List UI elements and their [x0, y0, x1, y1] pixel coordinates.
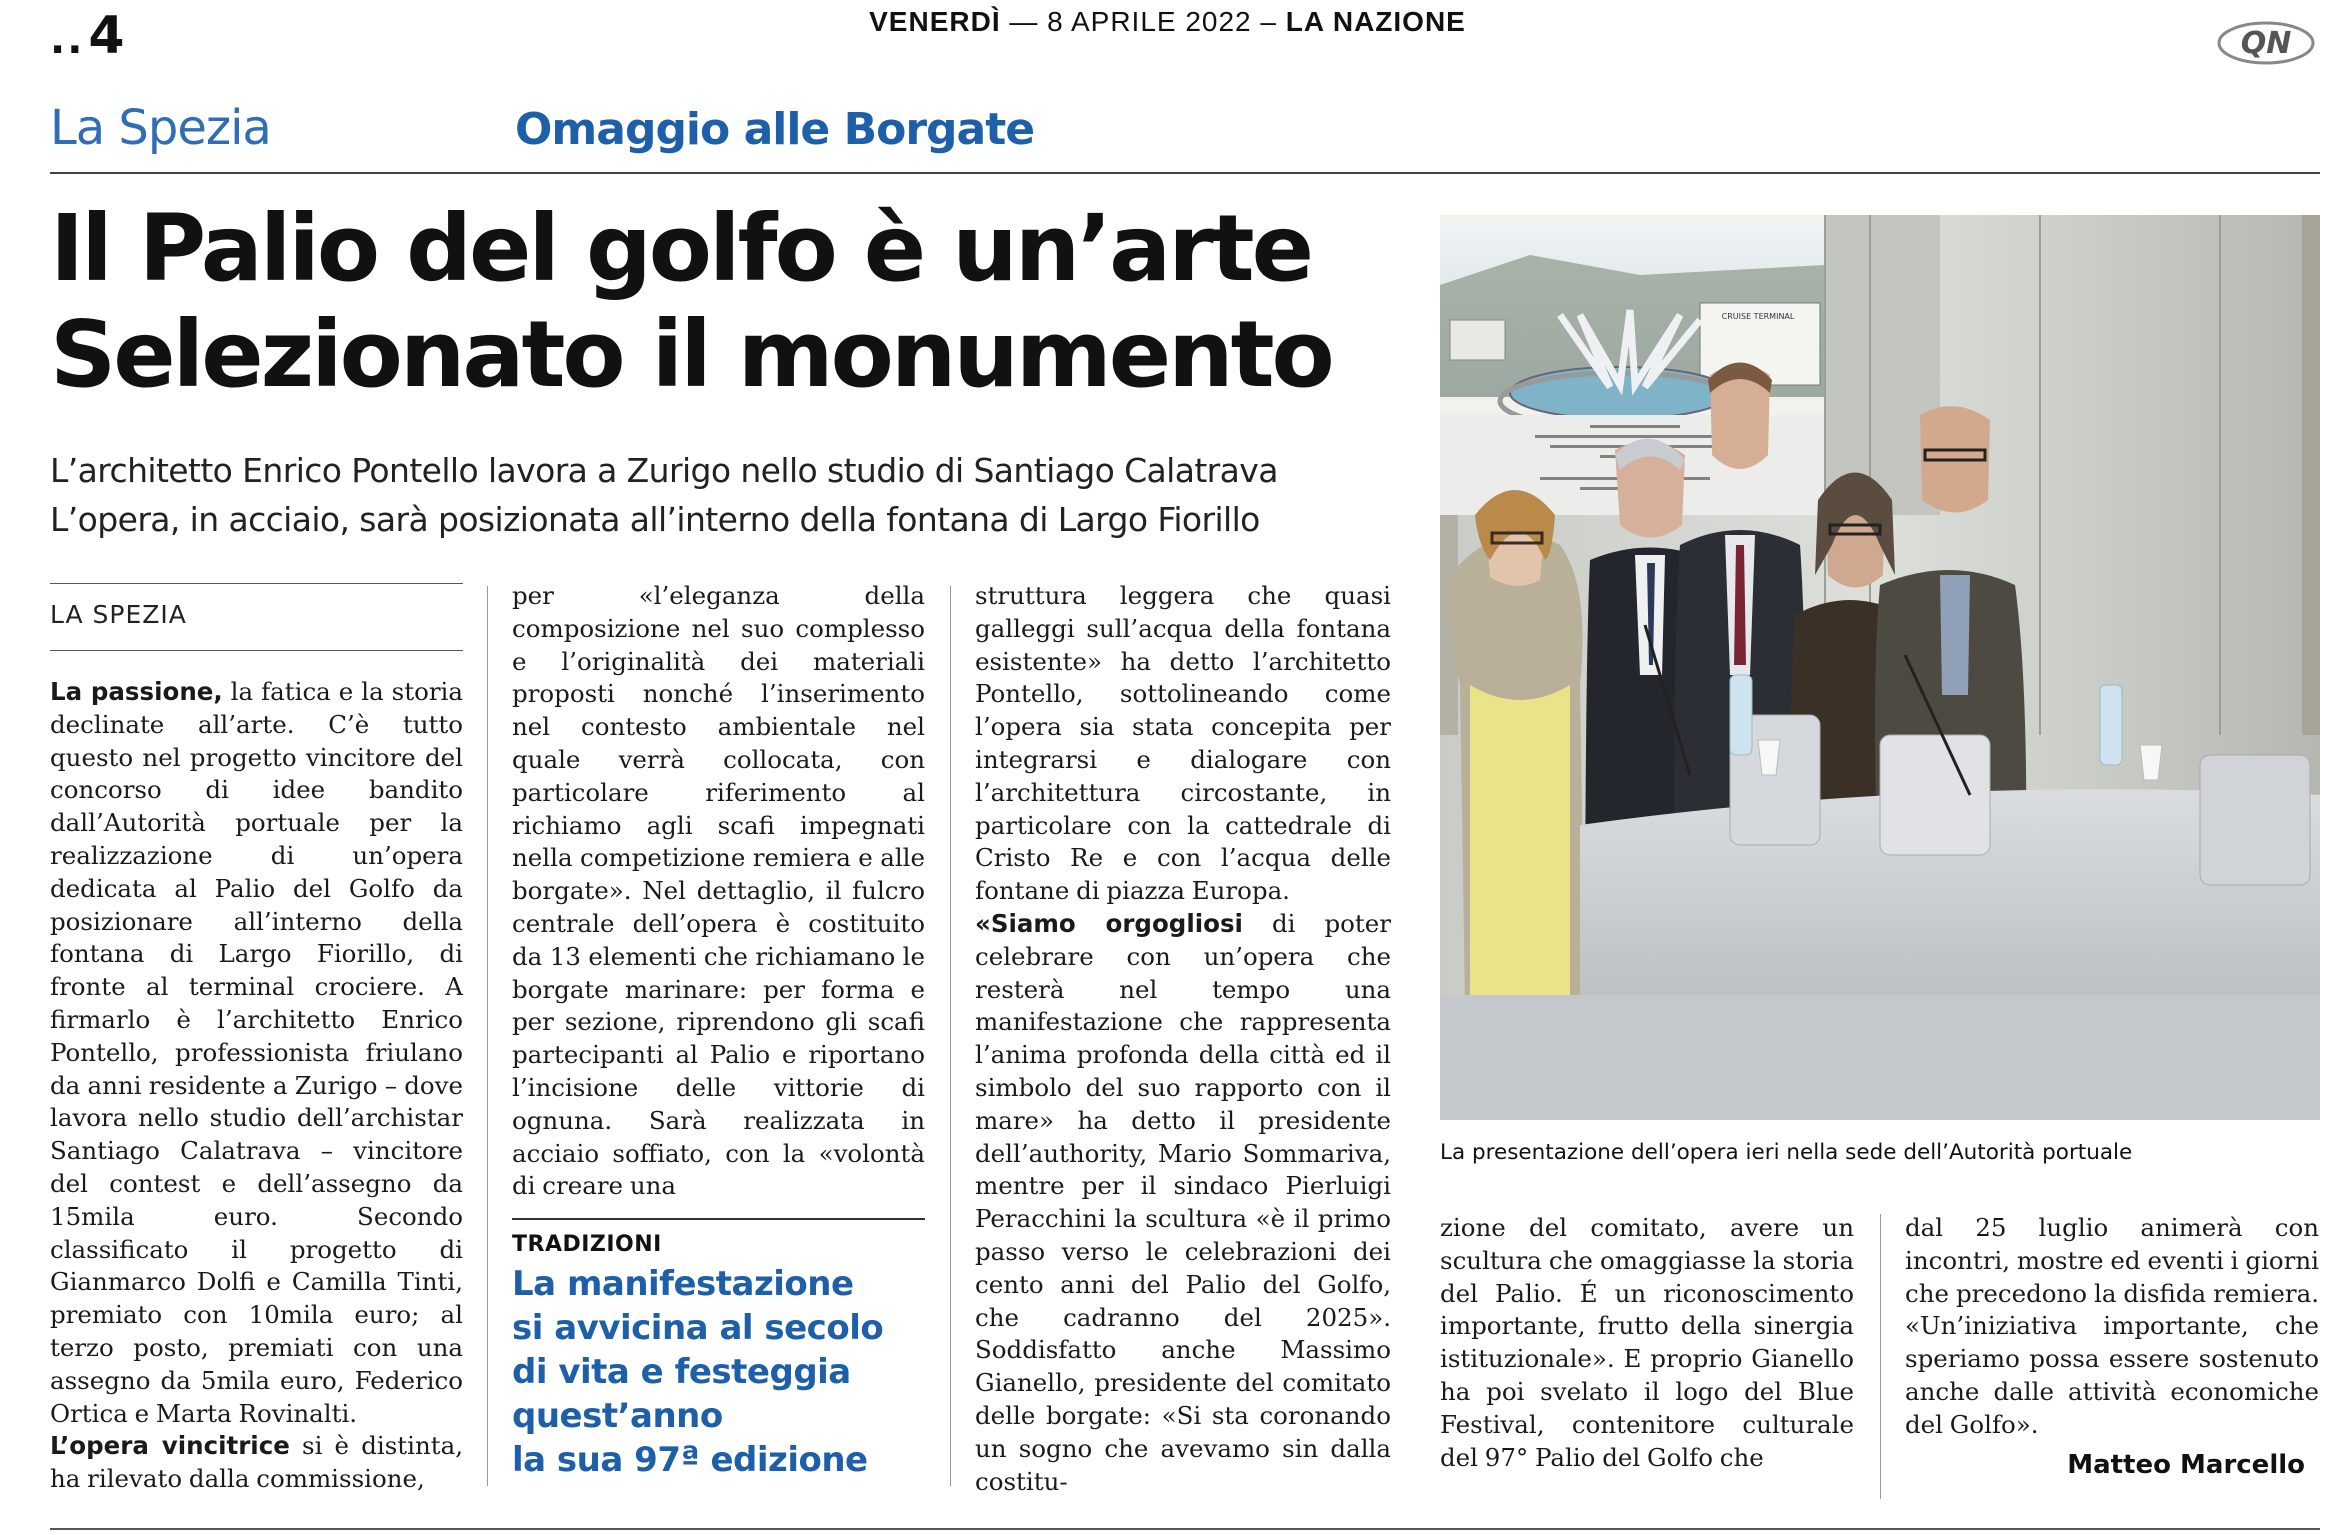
- paragraph-text: di poter celebrare con un’opera che resterà nel tempo una manifestazione che rappresenta l’anima profonda della città ed il simbolo del suo rapporto con il mare» ha detto il presidente dell’authority, Mario Sommariva, mentre per il sindaco Pierluigi Peracchini la scultura «è il primo passo verso le celebrazioni dei cento anni del Palio del Golfo, che cadranno del 2025». Soddisfatto anche Massimo Gianello, presidente del comitato delle borgate: «Si sta coronando un sogno che avevamo sin dalla costitu-: [975, 908, 1391, 1496]
- page-number-value: 4: [88, 6, 125, 66]
- sidebar-box-title: [512, 1262, 932, 1482]
- photo-caption: La presentazione dell’opera ieri nella sede dell’Autorità portuale: [1440, 1140, 2133, 1165]
- dateline: [0, 6, 2335, 38]
- paragraph: [50, 676, 463, 1430]
- sidebar-box-title-line: la sua 97ª edizione: [512, 1440, 868, 1480]
- lead-in: «Siamo orgogliosi: [975, 908, 1243, 938]
- city-rule-bottom: [50, 650, 463, 651]
- sidebar-box-rule: [512, 1218, 925, 1220]
- page-number-dots: ..: [50, 17, 85, 63]
- paragraph: [975, 908, 1391, 1498]
- qn-logo-text: QN: [2240, 26, 2292, 61]
- subheadline: [50, 446, 1420, 544]
- person: [1449, 490, 1585, 1005]
- paragraph-text: si è distinta, ha rilevato dalla commissione,: [50, 1431, 463, 1494]
- page-bottom-rule: [50, 1528, 2320, 1530]
- dateline-city: LA SPEZIA: [50, 600, 187, 629]
- sidebar-box-title-line: La manifestazione: [512, 1264, 854, 1304]
- lead-in: L’opera vincitrice: [50, 1431, 290, 1461]
- article-column-1: [50, 676, 463, 1496]
- date-separator-1: —: [1000, 6, 1048, 37]
- paragraph-text: la fatica e la storia declinate all’arte. C’è tutto questo nel progetto vincitore del concorso di idee bandito dall’Autorità portuale per la realizzazione di un’opera dedicata al Palio del Golfo da posizionare all’interno della fontana di Largo Fiorillo, di fronte al terminal crociere. A firmarlo è l’architetto Enrico Pontello, professionista friulano da anni residente a Zurigo – dove lavora nello studio dell’archistar Santiago Calatrava – vincitore del contest e dell’assegno da 15mila euro. Secondo classificato il progetto di Gianmarco Dolfi e Camilla Tinti, premiato con 10mila euro; al terzo posto, premiati con una assegno da 5mila euro, Federico Ortica e Marta Rovinalti.: [50, 677, 463, 1428]
- kicker: Omaggio alle Borgate: [515, 104, 1035, 155]
- subheadline-line-1: L’architetto Enrico Pontello lavora a Zurigo nello studio di Santiago Calatrava: [50, 451, 1278, 490]
- headline: [50, 196, 1410, 408]
- sidebar-box-title-line: quest’anno: [512, 1396, 723, 1436]
- byline: Matteo Marcello: [2067, 1450, 2305, 1480]
- event-photo: [1440, 215, 2320, 1120]
- article-column-4: [1440, 1212, 1854, 1474]
- city-rule-top: [50, 583, 463, 584]
- sidebar-box-tag: TRADIZIONI: [512, 1232, 662, 1257]
- qn-logo: [2217, 20, 2315, 66]
- date-separator-2: –: [1251, 6, 1286, 37]
- section-name: La Spezia: [50, 100, 271, 156]
- date-text: 8 APRILE 2022: [1047, 6, 1252, 37]
- article-column-3: [975, 580, 1391, 1498]
- headline-line-2: Selezionato il monumento: [50, 301, 1332, 408]
- column-divider: [950, 586, 951, 1486]
- paragraph-text: zione del comitato, avere un scultura che omaggiasse la storia del Palio. É un riconoscimento importante, frutto della sinergia istituzionale». E proprio Gianello ha poi svelato il logo del Blue Festival, contenitore culturale del 97° Palio del Golfo che: [1440, 1213, 1854, 1472]
- column-divider: [1880, 1214, 1881, 1499]
- sidebar-box-title-line: di vita e festeggia: [512, 1352, 851, 1392]
- article-column-2: [512, 580, 925, 1203]
- headline-line-1: Il Palio del golfo è un’arte: [50, 195, 1312, 302]
- column-divider: [487, 586, 488, 1486]
- paragraph-text: dal 25 luglio animerà con incontri, mostre ed eventi i giorni che precedono la disfida remiera. «Un’iniziativa importante, che speriamo possa essere sostenuto anche dalle attività economiche del Golfo».: [1905, 1213, 2319, 1439]
- paragraph-text: struttura leggera che quasi galleggi sull’acqua della fontana esistente» ha detto l’architetto Pontello, sottolineando come l’opera sia stata concepita per integrarsi e dialogare con l’architettura circostante, in particolare con la cattedrale di Cristo Re e con l’acqua delle fontane di piazza Europa.: [975, 581, 1391, 906]
- header-rule: [50, 172, 2320, 174]
- paragraph-text: per «l’eleganza della composizione nel suo complesso e l’originalità dei materiali proposti nonché l’inserimento nel contesto ambientale nel quale verrà collocata, con particolare riferimento al richiamo agli scafi impegnati nella competizione remiera e alle borgate». Nel dettaglio, il fulcro centrale dell’opera è costituito da 13 elementi che richiamano le borgate marinare: per forma e per sezione, riprendono gli scafi partecipanti al Palio e riportano l’incisione delle vittorie di ognuna. Sarà realizzata in acciaio soffiato, con la «volontà di creare una: [512, 581, 925, 1201]
- date-day: VENERDÌ: [869, 6, 1001, 37]
- subheadline-line-2: L’opera, in acciaio, sarà posizionata all’interno della fontana di Largo Fiorillo: [50, 500, 1260, 539]
- lead-in: La passione,: [50, 677, 223, 706]
- article-column-5: [1905, 1212, 2319, 1442]
- screen-sign-text: CRUISE TERMINAL: [1721, 312, 1795, 321]
- newspaper-name: LA NAZIONE: [1285, 6, 1466, 37]
- paragraph: [50, 1430, 463, 1496]
- sidebar-box-title-line: si avvicina al secolo: [512, 1308, 884, 1348]
